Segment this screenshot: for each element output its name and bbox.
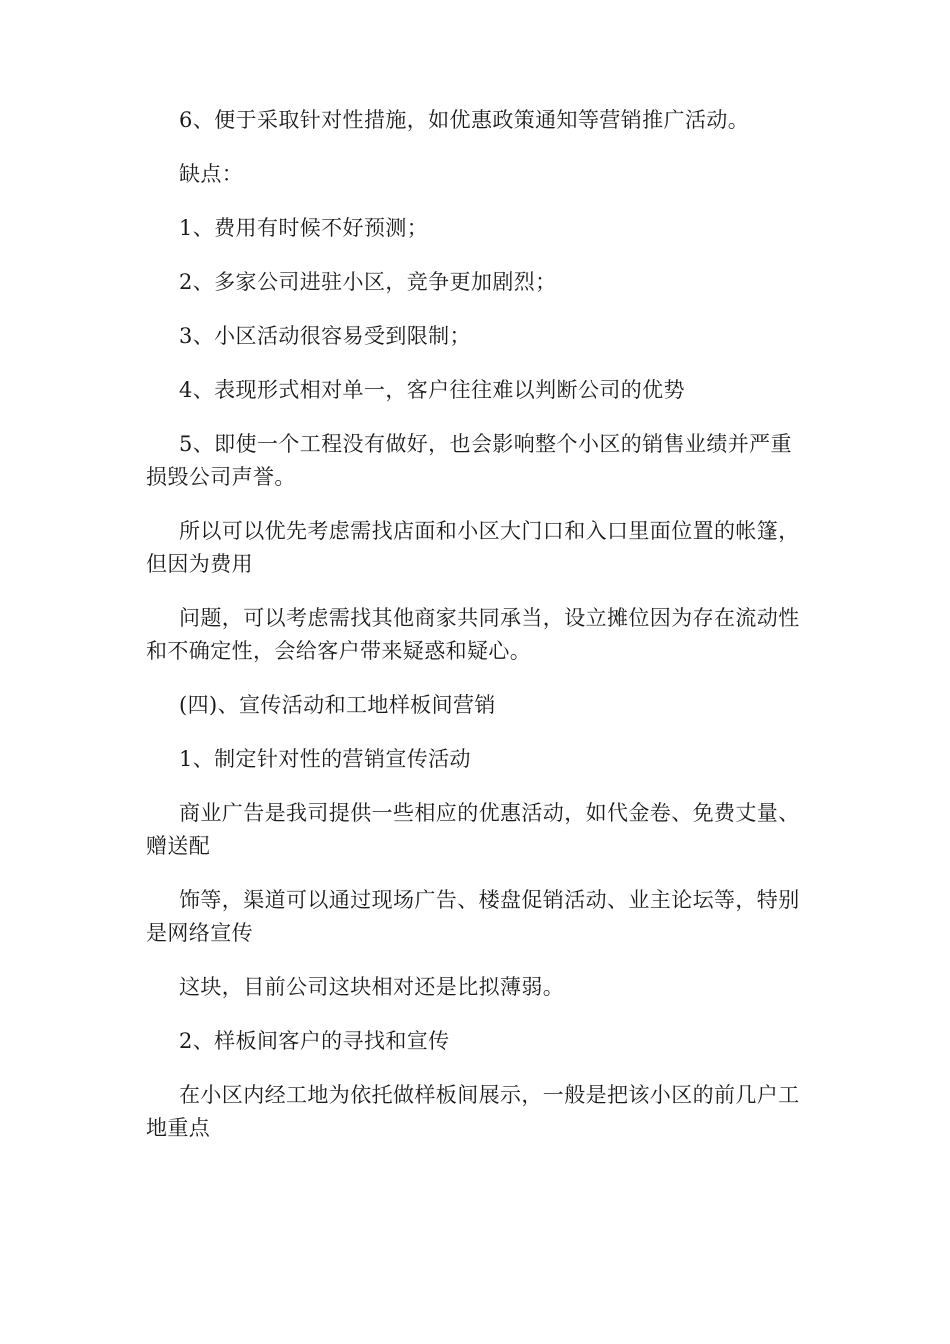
paragraph: 在小区内经工地为依托做样板间展示，一般是把该小区的前几户工地重点 xyxy=(146,1083,800,1140)
paragraph: 商业广告是我司提供一些相应的优惠活动，如代金卷、免费丈量、赠送配 xyxy=(146,801,800,858)
paragraph: 2、样板间客户的寻找和宣传 xyxy=(179,1029,450,1053)
paragraph: 所以可以优先考虑需找店面和小区大门口和入口里面位置的帐篷，但因为费用 xyxy=(146,519,800,576)
paragraph: 3、小区活动很容易受到限制； xyxy=(179,324,471,348)
paragraph: 2、多家公司进驻小区，竞争更加剧烈； xyxy=(179,270,557,294)
paragraph: 缺点： xyxy=(179,162,244,186)
paragraph: 1、制定针对性的营销宣传活动 xyxy=(179,747,471,771)
paragraph: 6、便于采取针对性措施，如优惠政策通知等营销推广活动。 xyxy=(179,108,750,132)
paragraph: 饰等，渠道可以通过现场广告、楼盘促销活动、业主论坛等，特别是网络宣传 xyxy=(146,888,800,945)
paragraph: 4、表现形式相对单一，客户往往难以判断公司的优势 xyxy=(179,378,685,402)
paragraph: 5、即使一个工程没有做好，也会影响整个小区的销售业绩并严重损毁公司声誉。 xyxy=(146,432,792,489)
paragraph: 这块，目前公司这块相对还是比拟薄弱。 xyxy=(179,975,565,999)
paragraph: 1、费用有时候不好预测； xyxy=(179,216,429,240)
section-heading: (四)、宣传活动和工地样板间营销 xyxy=(179,693,496,717)
paragraph: 问题，可以考虑需找其他商家共同承当，设立摊位因为存在流动性和不确定性，会给客户带来疑惑和疑心。 xyxy=(146,606,800,663)
document-body xyxy=(146,104,806,1166)
